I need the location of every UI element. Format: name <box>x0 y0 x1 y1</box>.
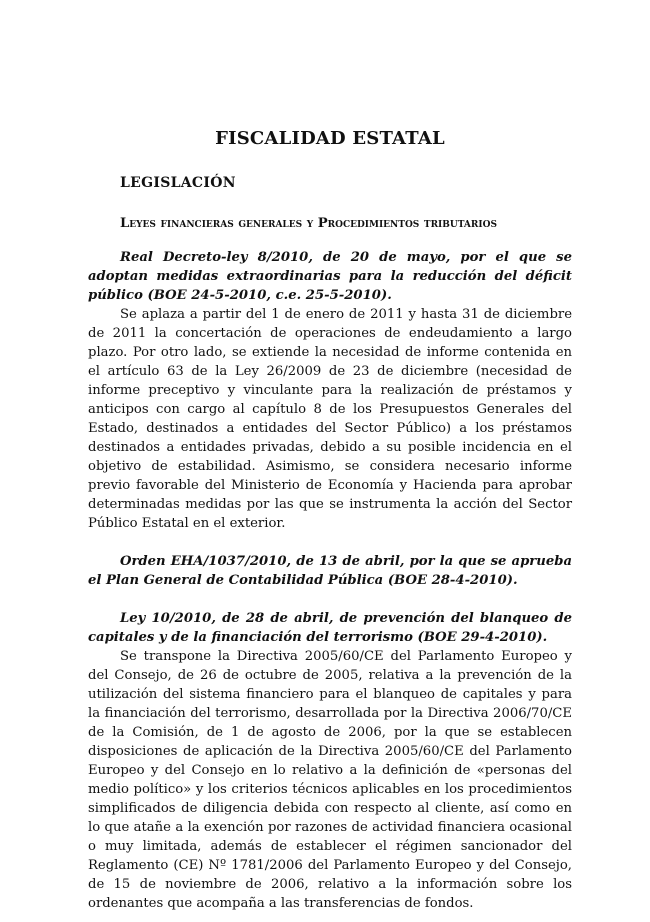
entry-body-real-decreto: Se aplaza a partir del 1 de enero de 2011 y hasta 31 de diciembre de 2011 la concertación de operaciones de endeudamiento a largo plazo. Por otro lado, se extiende la necesidad de informe contenida en el artículo 63 de la Ley 26/2009 de 23 de diciembre (necesidad de informe preceptivo y vinculante para la realización de préstamos y anticipos con cargo al capítulo 8 de los Presupuestos Generales del Estado, destinados a entidades del Sector Público) a los préstamos destinados a entidades privadas, debido a su posible incidencia en el objetivo de estabilidad. Asimismo, se considera necesario informe previo favorable del Ministerio de Economía y Hacienda para aprobar determinadas medidas por las que se instrumenta la acción del Sector Público Estatal en el exterior. <box>88 307 572 531</box>
document-page <box>88 128 572 913</box>
entry-title-real-decreto: Real Decreto-ley 8/2010, de 20 de mayo, por el que se adoptan medidas extraordinarias para la reducción del déficit público (BOE 24-5-2010, c.e. 25-5-2010). <box>88 250 572 303</box>
entry-title-orden-eha: Orden EHA/1037/2010, de 13 de abril, por la que se aprueba el Plan General de Contabilidad Pública (BOE 28-4-2010). <box>88 554 572 588</box>
entry-title-ley-10-2010: Ley 10/2010, de 28 de abril, de prevención del blanqueo de capitales y de la financiación del terrorismo (BOE 29-4-2010). <box>88 611 572 645</box>
page-title: FISCALIDAD ESTATAL <box>215 128 445 149</box>
section-title-legislacion: LEGISLACIÓN <box>120 175 236 191</box>
section-heading: Leyes financieras generales y Procedimientos tributarios <box>120 216 497 231</box>
entry-body-ley-10-2010: Se transpone la Directiva 2005/60/CE del Parlamento Europeo y del Consejo, de 26 de octubre de 2005, relativa a la prevención de la utilización del sistema financiero para el blanqueo de capitales y para la financiación del terrorismo, desarrollada por la Directiva 2006/70/CE de la Comisión, de 1 de agosto de 2006, por la que se establecen disposiciones de aplicación de la Directiva 2005/60/CE del Parlamento Europeo y del Consejo en lo relativo a la definición de «personas del medio político» y los criterios técnicos aplicables en los procedimientos simplificados de diligencia debida con respecto al cliente, así como en lo que atañe a la exención por razones de actividad financiera ocasional o muy limitada, además de establecer el régimen sancionador del Reglamento (CE) Nº 1781/2006 del Parlamento Europeo y del Consejo, de 15 de noviembre de 2006, relativo a la información sobre los ordenantes que acompaña a las transferencias de fondos. <box>88 649 572 911</box>
